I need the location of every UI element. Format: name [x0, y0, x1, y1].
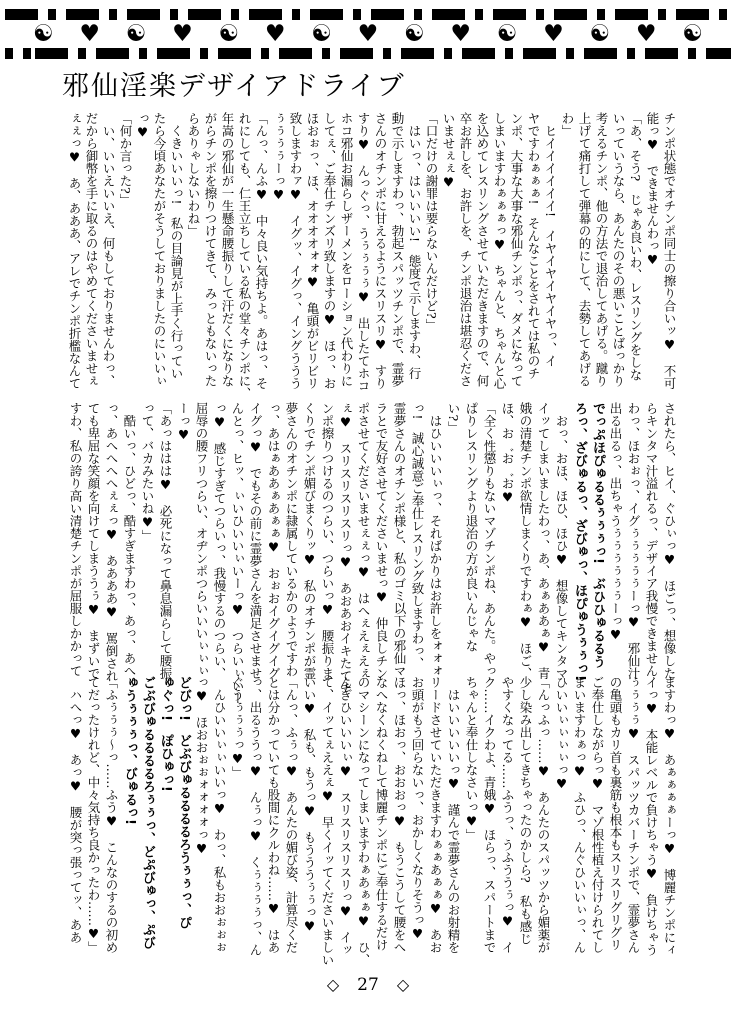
heart-icon: ♥ — [79, 20, 100, 47]
text-column: 動で示しますわっ、勃起スパッツチンポで、霊夢 — [390, 112, 405, 387]
text-column: ひいいぃぃぃぃっ♥ — [554, 676, 569, 791]
text-column: さんのオチンポに甘えるようにスリスリ♥ すり — [373, 112, 388, 390]
text-column: されたら、ヒイ、ぐひぃっ♥ ほごっ、想像した — [662, 402, 677, 680]
text-column: ク……イクわよ、青娥♥ ほらっ、スパートまで — [482, 676, 497, 954]
text-column: いっていうなら、あんたのその悪いことばっかり — [611, 112, 626, 387]
text-column: 「口だけの謝罪は要らないんだけど?」 — [424, 112, 439, 332]
text-column: ンポ、大事な大事な邪仙チンポっ、ダメになって — [509, 112, 524, 387]
text-column: ぇ♥ スリスリスリスリっ♥ あおあおイキたてチ — [338, 402, 353, 695]
text-column: ても卑屈な笑顔を向けてしまううぅ♥ まずいで — [86, 402, 101, 680]
text-column: っ! 誠心誠意ご奉仕レスリング致しますわっ、 — [410, 402, 425, 670]
text-column: 「全く性懲りもないマゾチンポね、あんた。やっ — [482, 402, 497, 677]
text-column: っ♥ — [135, 112, 150, 140]
heart-icon: ♥ — [172, 20, 193, 47]
text-column: 考えるチンポ、他の方法で退治してあげる。蹴り — [594, 112, 609, 387]
text-column: らキンタマ汁溢れるっ、デザイア我慢できません — [644, 402, 659, 677]
text-column: ホコ邪仙お漏らしザーメンをローション代わりに — [339, 112, 354, 387]
text-column: ぇぇっ♥ あ、あああ、アレでチンポ折檻なんて — [67, 112, 82, 390]
page-number-row — [0, 975, 736, 995]
text-block-3 — [56, 676, 678, 966]
text-column: れにしても、仁王立ちしている私の堂々チンポに、 — [237, 112, 252, 400]
text-column: てだったけれど、中々気持ち良かったわ……♥」 — [86, 676, 101, 954]
text-column: どびっ! どぶびゅるるるるろうぅぅっ、ぴ — [176, 676, 191, 929]
text-column: 「んっふっ……♥ あんたのスパッツから媚薬が — [536, 676, 551, 954]
text-column: たら今頃あなたがそうしておりましたのにいいぃ — [152, 112, 167, 387]
text-column: ンポ擦りつけるのつらい、つらいっ♥ 腰振りま — [320, 402, 335, 680]
text-column: ヒイイイイイイ! イヤイヤイヤイヤっ、イ — [543, 112, 558, 368]
page-number-diamond-right: ◇ — [396, 975, 410, 994]
text-column: 夢さんのオチンポに隷属しているかのようですわ — [284, 402, 299, 677]
text-column: いませぇぇ♥ — [441, 112, 456, 190]
text-column: んひいいぃぃいいっ♥ わっ、私もおおぉぉぉ — [212, 676, 227, 954]
text-column: すわ、私の誇り高い清楚チンポが屈服しかかって — [68, 402, 83, 677]
text-column: ラとで友好させてくださいませっ♥ 仲良しチン — [374, 402, 389, 680]
page-title: 邪仙淫楽デザイアドライブ — [62, 71, 406, 102]
text-column: っ♥ ほおおぉぉォォォォっ♥ — [194, 676, 209, 856]
text-column: はいっ、はいいいい! 態度で示しますわ、行 — [407, 112, 422, 380]
text-column: ほおぉっ、ほ、オオオオォォ♥ 亀頭がビリビリ — [305, 112, 320, 390]
text-column: いい♥ 私も、もうっ♥ もうううぅぅっ♥ — [302, 676, 317, 934]
heart-icon: ♥ — [264, 20, 286, 47]
text-block-2 — [56, 402, 678, 705]
text-column: わ」 — [560, 112, 575, 137]
page-number-diamond-left: ◇ — [326, 975, 340, 994]
text-column: 「んっ、ふぅっ♥ あんたの媚び姿、計算尽くだ — [284, 676, 299, 954]
heart-icon: ♥ — [450, 20, 471, 47]
text-column: 「あっははは♥ 必死になって鼻息漏らして腰振 — [158, 402, 173, 680]
text-column: 霊夢さんのオチンポ様と、私のゴミ以下の邪仙マ — [392, 402, 407, 677]
text-column: ますわっ♥ あぁぁぁぁーっ♥ 博麗チンポにィ — [662, 676, 677, 956]
text-column: ーっ♥ — [176, 402, 191, 442]
text-column: お頭がもう回らないっ、おかしくなりそうっ♥ — [410, 676, 425, 941]
text-column: ぱりレスリングより退治の方が良いんじゃな — [464, 402, 479, 652]
text-column: ぅぅぅぅ♥ スパッツカバーチンポで、霊夢さん — [626, 676, 641, 954]
text-column: はひいいいぃっ、そればかりはお許しをォォォ — [428, 402, 443, 677]
yin-yang-icon: ☯ — [218, 20, 240, 47]
heart-icon: ♥ — [357, 20, 379, 47]
text-column: のマシーンになってしまいますわぁあぁぁ♥ ひ、 — [356, 676, 371, 966]
text-column: 屈辱の腰フリつらい、オヂンポつらいいいぃぃぃ — [194, 402, 209, 677]
yin-yang-icon: ☯ — [589, 20, 611, 47]
text-column: 致しますわァ♥ イグッ、イグっ、イングううう — [288, 112, 303, 390]
text-column: を込めてレスリングさせていただきますので、何 — [475, 112, 490, 387]
text-column: 「何か言った?」 — [118, 112, 133, 207]
text-column: してぇ、ご奉仕チンズリ致しますの♥ ほっ、お — [322, 112, 337, 390]
text-column: っ、あへへへへぇぇっ♥ ああああ♥ 罵倒され — [104, 402, 119, 682]
text-column: 「あ、そう? じゃあ良いわ、レスリングをしな — [628, 112, 643, 382]
text-column: イっ♥ 本能レベルで負けちゃう♥ 負けちゃう — [644, 676, 659, 956]
text-column: 上げて痛打して弾幕の的にして、去勢してあげる — [577, 112, 592, 387]
text-column: チンポ状態でオチンポ同士の擦り合いッ♥ 不可 — [662, 112, 677, 390]
page-number: 27 — [357, 975, 379, 995]
text-column: 少し染み出してきちゃったのかしら? 私も感じ — [518, 676, 533, 946]
text-column: ほ、お゛お゛お♥ — [500, 402, 515, 505]
text-column: ご奉仕しながらっ♥ マゾ根性植え付けられてし — [590, 676, 605, 954]
text-column: とは分かっていても股間にクルわね……♥ はあ — [266, 676, 281, 954]
yin-yang-icon: ☯ — [33, 20, 54, 47]
text-column: ハへっ♥ あっ♥ 腰が突っ張ってッ、ああ — [68, 676, 83, 944]
yin-yang-icon: ☯ — [125, 20, 147, 47]
text-column: やすくなってる……ふうっ、うふううぅっ♥ イ — [500, 676, 515, 954]
text-column: ほっ、ほおっ、おおおっ♥ もうこうして腰をへ — [392, 676, 407, 954]
text-column: リードさせていただきますわぁぁあぁぁ♥ あお — [428, 676, 443, 954]
text-column: だから御幣を手に取るのはやめてくださいませぇ — [84, 112, 99, 387]
text-column: っ♥ 感じすぎてつらいっ、我慢するのつらい、 — [212, 402, 227, 680]
text-column: がらチンポを擦りつけてきて、みっともないった — [203, 112, 218, 387]
yin-yang-icon: ☯ — [311, 20, 332, 47]
text-column: ごぶびゅるるるるろぅぅっ、どぷびゅっ、ぷび — [140, 676, 155, 949]
border-symbols — [33, 18, 703, 50]
heart-icon: ♥ — [543, 20, 564, 47]
text-column: 年嵩の邪仙が一生懸命腰振りして汗だくになりな — [220, 112, 235, 387]
text-column: の亀頭もカリ首も裏筋も根本もスリスリグリグリ — [608, 676, 623, 951]
text-column: い、いいえいいえ、何もしておりませんわっ、 — [101, 112, 116, 387]
heart-icon: ♥ — [635, 20, 657, 47]
text-column: わっ、ほおぉっ、イグぅぅぅぅぅーっ♥ 邪仙汁 — [626, 402, 641, 680]
decorative-border — [5, 9, 731, 59]
text-column: んとっ、ヒッ、ぃいひいいぃいーっ♥ つらいぃいー — [230, 402, 245, 705]
border-dashes-bottom — [5, 48, 731, 59]
text-column: すり♥ んっぐっ、うぅぅぅぅ♥ 出したてホコ — [356, 112, 371, 392]
text-column: ポさせてくださいませぇぇっ♥ はへぇえぇえぇ — [356, 402, 371, 680]
text-column: くきいいいっ! 私の目論見が上手く行ってい — [169, 112, 184, 380]
text-column: なへなくねくねして博麗チンポにご奉仕するだけ — [374, 676, 389, 951]
yin-yang-icon: ☯ — [404, 20, 425, 47]
text-column: くりでチンポ媚びまくりッ♥ 私のオチンポが霊 — [302, 402, 317, 680]
text-column: んぎひいいいぃ♥ スリスリスリスリっ♥ イッ — [338, 676, 353, 956]
text-column: ゅうぅぅぅっ、びゅるっ! — [122, 676, 137, 825]
text-column: 能っ♥ できませんわっ♥ — [645, 112, 660, 267]
text-column: ぐうぅぅぅっ♥」 — [230, 676, 245, 779]
text-column: 卒お許しを、お許しを、チンポ退治は堪忍くださ — [458, 112, 473, 387]
text-column: 娥の清楚チンポ欲情しまくりですわぁ♥ ほご、 — [518, 402, 533, 680]
text-column: ちゃんと奉仕しなさいっ♥」 — [464, 676, 479, 841]
text-column: っ、出るううっ♥ んぅっ♥ くぅぅぅぅっ、ん — [248, 676, 263, 956]
text-column: 酷いっ、ひどっ、酷すぎますわっ、あっ、あへ — [122, 402, 137, 677]
text-block-1 — [56, 112, 678, 402]
text-column: イッてしまいましたわっ、あ、あぁああぁ♥ 青 — [536, 402, 551, 680]
text-column: って、バカみたいね♥」 — [140, 402, 155, 542]
text-column: でっぷほぴゅるるぅぅぅっ! ぶひひゅるるう — [590, 402, 605, 668]
text-column: まいますわぁっ♥ ふひっ、んぐひいいぃっ、ん — [572, 676, 587, 954]
text-column: っ、あはぁああぁあぁぁ♥ おぉおイグイグイグ — [266, 402, 281, 680]
text-column: て、イッてぇええぇ♥ 早くイッてくださいましい — [320, 676, 335, 966]
text-column: 「んっ、んふ♥ 中々良い気持ちよ。あはっ、そ — [254, 112, 269, 390]
yin-yang-icon: ☯ — [682, 20, 703, 47]
text-column: 「ふぅぅぅ〜っ……ふう♥ こんなのするの初め — [104, 676, 119, 954]
yin-yang-icon: ☯ — [496, 20, 518, 47]
text-column: イグっ♥ でもその前に霊夢さんを満足させませ — [248, 402, 263, 680]
text-column: ヤですわぁぁぁ! そんなことをされては私のチ — [526, 112, 541, 380]
text-column: はいいいいいっ♥ 謹んで霊夢さんのお射精を — [446, 676, 461, 954]
text-column: らありゃしないわね」 — [186, 112, 201, 237]
text-column: しまいますわぁぁぁっ♥ ちゃんと、ちゃんと心 — [492, 112, 507, 390]
text-column: おっ、おほ、ほひ、ほひ♥ 想像してキンタマ — [554, 402, 569, 680]
text-column: ゅぐっ! ぽひゅっ! — [158, 676, 173, 792]
text-column: ろっ、ざびゅるっ、ざびゅっ、ほぴゅうぅぅっ! — [572, 402, 587, 681]
text-column: ぅぅぅぅーっ♥ — [271, 112, 286, 202]
text-column: 出る出るっ、出ちゃうぅぅぅぅぅぅーっ♥ — [608, 402, 623, 642]
text-column: い?」 — [446, 402, 461, 434]
